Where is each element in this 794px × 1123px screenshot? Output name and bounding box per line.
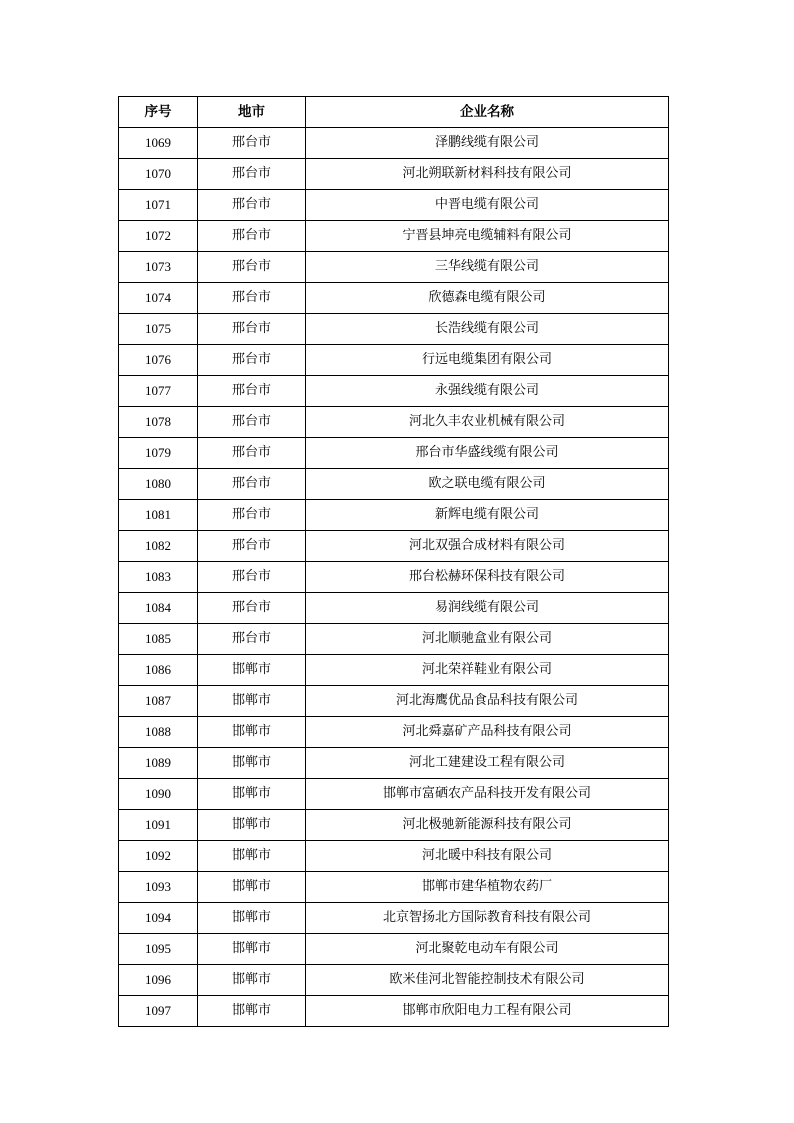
- cell-no: 1077: [119, 376, 198, 407]
- cell-city: 邢台市: [198, 128, 306, 159]
- cell-city: 邢台市: [198, 438, 306, 469]
- table-row: [119, 221, 669, 252]
- cell-no: 1096: [119, 965, 198, 996]
- cell-no: 1087: [119, 686, 198, 717]
- cell-no: 1072: [119, 221, 198, 252]
- cell-company: 邯郸市欣阳电力工程有限公司: [306, 996, 669, 1027]
- cell-city: 邯郸市: [198, 779, 306, 810]
- table-row: [119, 469, 669, 500]
- table-row: [119, 748, 669, 779]
- cell-no: 1071: [119, 190, 198, 221]
- cell-city: 邢台市: [198, 345, 306, 376]
- cell-city: 邢台市: [198, 314, 306, 345]
- cell-city: 邢台市: [198, 500, 306, 531]
- cell-company: 邯郸市富硒农产品科技开发有限公司: [306, 779, 669, 810]
- cell-no: 1091: [119, 810, 198, 841]
- cell-city: 邢台市: [198, 469, 306, 500]
- cell-company: 河北聚乾电动车有限公司: [306, 934, 669, 965]
- cell-city: 邢台市: [198, 624, 306, 655]
- cell-no: 1093: [119, 872, 198, 903]
- table-row: [119, 624, 669, 655]
- cell-no: 1069: [119, 128, 198, 159]
- cell-no: 1079: [119, 438, 198, 469]
- cell-city: 邢台市: [198, 376, 306, 407]
- cell-no: 1080: [119, 469, 198, 500]
- cell-city: 邢台市: [198, 283, 306, 314]
- table-row: [119, 686, 669, 717]
- cell-no: 1070: [119, 159, 198, 190]
- cell-no: 1075: [119, 314, 198, 345]
- table-row: [119, 283, 669, 314]
- cell-city: 邢台市: [198, 252, 306, 283]
- table-row: [119, 779, 669, 810]
- cell-no: 1089: [119, 748, 198, 779]
- cell-company: 河北舜嘉矿产品科技有限公司: [306, 717, 669, 748]
- cell-company: 河北双强合成材料有限公司: [306, 531, 669, 562]
- cell-city: 邯郸市: [198, 810, 306, 841]
- cell-no: 1088: [119, 717, 198, 748]
- cell-no: 1073: [119, 252, 198, 283]
- cell-company: 河北极驰新能源科技有限公司: [306, 810, 669, 841]
- table-row: [119, 376, 669, 407]
- header-company: 企业名称: [306, 97, 669, 128]
- table-row: [119, 407, 669, 438]
- cell-no: 1076: [119, 345, 198, 376]
- table-row: [119, 531, 669, 562]
- cell-no: 1086: [119, 655, 198, 686]
- cell-no: 1097: [119, 996, 198, 1027]
- table-row: [119, 593, 669, 624]
- cell-no: 1081: [119, 500, 198, 531]
- header-row: [119, 97, 669, 128]
- cell-company: 河北荣祥鞋业有限公司: [306, 655, 669, 686]
- header-city: 地市: [198, 97, 306, 128]
- cell-company: 河北久丰农业机械有限公司: [306, 407, 669, 438]
- company-table: [118, 96, 669, 1027]
- cell-no: 1084: [119, 593, 198, 624]
- cell-city: 邯郸市: [198, 872, 306, 903]
- cell-company: 河北暖中科技有限公司: [306, 841, 669, 872]
- cell-company: 长浩线缆有限公司: [306, 314, 669, 345]
- header-no: 序号: [119, 97, 198, 128]
- cell-city: 邯郸市: [198, 903, 306, 934]
- cell-company: 邢台市华盛线缆有限公司: [306, 438, 669, 469]
- cell-no: 1082: [119, 531, 198, 562]
- cell-company: 泽鹏线缆有限公司: [306, 128, 669, 159]
- cell-company: 邢台松赫环保科技有限公司: [306, 562, 669, 593]
- table-row: [119, 717, 669, 748]
- cell-no: 1090: [119, 779, 198, 810]
- cell-company: 河北朔联新材料科技有限公司: [306, 159, 669, 190]
- cell-company: 河北海鹰优品食品科技有限公司: [306, 686, 669, 717]
- cell-city: 邯郸市: [198, 748, 306, 779]
- cell-company: 新辉电缆有限公司: [306, 500, 669, 531]
- cell-company: 河北工建建设工程有限公司: [306, 748, 669, 779]
- cell-city: 邯郸市: [198, 965, 306, 996]
- cell-no: 1094: [119, 903, 198, 934]
- table-row: [119, 345, 669, 376]
- cell-no: 1092: [119, 841, 198, 872]
- table-row: [119, 314, 669, 345]
- table-row: [119, 190, 669, 221]
- table-row: [119, 159, 669, 190]
- table-body: [119, 128, 669, 1027]
- cell-city: 邯郸市: [198, 841, 306, 872]
- table-row: [119, 655, 669, 686]
- cell-city: 邢台市: [198, 159, 306, 190]
- table-row: [119, 903, 669, 934]
- cell-company: 河北顺驰盒业有限公司: [306, 624, 669, 655]
- cell-city: 邢台市: [198, 562, 306, 593]
- table-row: [119, 996, 669, 1027]
- table-row: [119, 965, 669, 996]
- table-row: [119, 872, 669, 903]
- cell-company: 邯郸市建华植物农药厂: [306, 872, 669, 903]
- cell-no: 1085: [119, 624, 198, 655]
- cell-company: 欣德森电缆有限公司: [306, 283, 669, 314]
- cell-city: 邯郸市: [198, 717, 306, 748]
- cell-city: 邢台市: [198, 407, 306, 438]
- cell-city: 邢台市: [198, 531, 306, 562]
- cell-company: 易润线缆有限公司: [306, 593, 669, 624]
- table-row: [119, 500, 669, 531]
- table-row: [119, 810, 669, 841]
- cell-company: 欧米佳河北智能控制技术有限公司: [306, 965, 669, 996]
- cell-company: 永强线缆有限公司: [306, 376, 669, 407]
- cell-no: 1095: [119, 934, 198, 965]
- cell-company: 三华线缆有限公司: [306, 252, 669, 283]
- cell-city: 邢台市: [198, 190, 306, 221]
- cell-no: 1083: [119, 562, 198, 593]
- cell-company: 宁晋县坤亮电缆辅料有限公司: [306, 221, 669, 252]
- cell-city: 邯郸市: [198, 996, 306, 1027]
- cell-no: 1074: [119, 283, 198, 314]
- cell-city: 邯郸市: [198, 655, 306, 686]
- table-row: [119, 438, 669, 469]
- table-row: [119, 128, 669, 159]
- table-row: [119, 841, 669, 872]
- table-row: [119, 934, 669, 965]
- cell-city: 邯郸市: [198, 686, 306, 717]
- cell-company: 北京智扬北方国际教育科技有限公司: [306, 903, 669, 934]
- cell-company: 中晋电缆有限公司: [306, 190, 669, 221]
- table-row: [119, 562, 669, 593]
- cell-city: 邯郸市: [198, 934, 306, 965]
- table-header: [119, 97, 669, 128]
- cell-city: 邢台市: [198, 221, 306, 252]
- cell-company: 欧之联电缆有限公司: [306, 469, 669, 500]
- table-row: [119, 252, 669, 283]
- cell-no: 1078: [119, 407, 198, 438]
- cell-company: 行远电缆集团有限公司: [306, 345, 669, 376]
- cell-city: 邢台市: [198, 593, 306, 624]
